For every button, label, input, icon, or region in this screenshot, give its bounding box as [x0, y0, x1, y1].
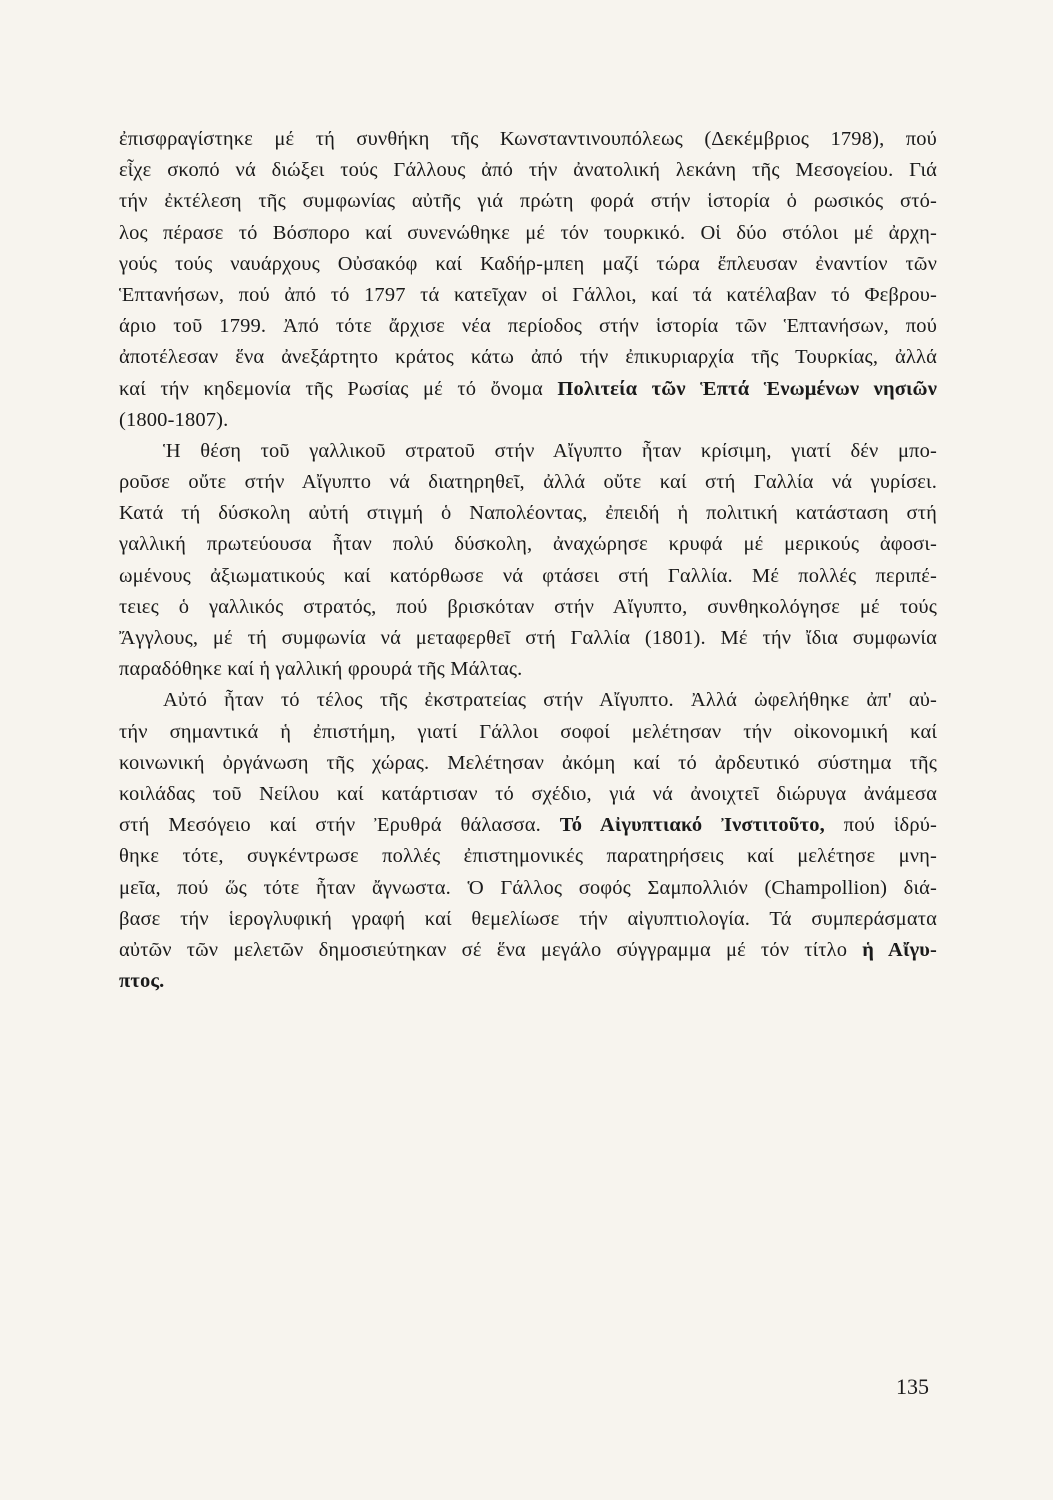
- text-line: [119, 654, 937, 685]
- text-line: [119, 342, 937, 373]
- text-segment: θηκε τότε, συγκέντρωσε πολλές ἐπιστημονικές παρατηρήσεις καί μελέτησε μνη-: [119, 845, 937, 868]
- text-segment: τήν ἐκτέλεση τῆς συμφωνίας αὐτῆς γιά πρώτη φορά στήν ἱστορία ὁ ρωσικός στό-: [119, 190, 937, 213]
- text-line: [119, 249, 937, 280]
- text-line: [119, 748, 937, 779]
- text-segment: άριο τοῦ 1799. Ἀπό τότε ἄρχισε νέα περίοδος στήν ἱστορία τῶν Ἑπτανήσων, πού: [119, 315, 937, 338]
- text-segment: κοινωνική ὀργάνωση τῆς χώρας. Μελέτησαν ἀκόμη καί τό ἀρδευτικό σύστημα τῆς: [119, 751, 937, 774]
- text-segment: ἀποτέλεσαν ἕνα ἀνεξάρτητο κράτος κάτω ἀπό τήν ἐπικυριαρχία τῆς Τουρκίας, ἀλλά: [119, 346, 937, 369]
- text-line: [119, 218, 937, 249]
- text-line: [119, 405, 937, 436]
- text-segment: καί τήν κηδεμονία τῆς Ρωσίας μέ τό ὄνομα: [119, 377, 558, 400]
- text-line: [119, 779, 937, 810]
- text-segment: μεῖα, πού ὥς τότε ἦταν ἄγνωστα. Ὁ Γάλλος σοφός Σαμπολλιόν (Champollion) διά-: [119, 876, 937, 899]
- text-line: [119, 186, 937, 217]
- text-segment: στή Μεσόγειο καί στήν Ἐρυθρά θάλασσα.: [119, 814, 560, 837]
- text-segment: ωμένους ἀξιωματικούς καί κατόρθωσε νά φτάσει στή Γαλλία. Μέ πολλές περιπέ-: [119, 564, 937, 587]
- text-segment: ἐπισφραγίστηκε μέ τή συνθήκη τῆς Κωνσταντινουπόλεως (Δεκέμβριος 1798), πού: [119, 128, 937, 150]
- text-line: [119, 966, 937, 997]
- text-line: [119, 873, 937, 904]
- text-line: [119, 561, 937, 592]
- text-segment: αὐτῶν τῶν μελετῶν δημοσιεύτηκαν σέ ἕνα μεγάλο σύγγραμμα μέ τόν τίτλο: [119, 938, 863, 961]
- text-segment: κοιλάδας τοῦ Νείλου καί κατάρτισαν τό σχέδιο, γιά νά ἀνοιχτεῖ διώρυγα ἀνάμεσα: [119, 782, 937, 805]
- bold-text-segment: Τό Αἰγυπτιακό Ἰνστιτοῦτο,: [559, 814, 825, 837]
- text-line: [119, 935, 937, 966]
- bold-text-segment: Πολιτεία τῶν Ἑπτά Ἑνωμένων νησιῶν: [557, 377, 937, 400]
- text-segment: (1800-1807).: [119, 408, 229, 431]
- page-number: 135: [896, 1374, 929, 1399]
- text-line: [119, 529, 937, 560]
- text-line: [119, 717, 937, 748]
- text-segment: Ἄγγλους, μέ τή συμφωνία νά μεταφερθεῖ στή Γαλλία (1801). Μέ τήν ἴδια συμφωνία: [119, 627, 937, 649]
- text-segment: εἶχε σκοπό νά διώξει τούς Γάλλους ἀπό τήν ἀνατολική λεκάνη τῆς Μεσογείου. Γιά: [119, 159, 937, 182]
- bold-text-segment: πτος.: [119, 970, 165, 993]
- text-segment: Ἡ θέση τοῦ γαλλικοῦ στρατοῦ στήν Αἴγυπτο ἦταν κρίσιμη, γιατί δέν μπο-: [163, 439, 937, 462]
- text-segment: γαλλική πρωτεύουσα ἦταν πολύ δύσκολη, ἀναχώρησε κρυφά μέ μερικούς ἀφοσι-: [119, 533, 937, 556]
- text-segment: Ἑπτανήσων, πού ἀπό τό 1797 τά κατεῖχαν οἱ Γάλλοι, καί τά κατέλαβαν τό Φεβρου-: [119, 283, 937, 306]
- text-line: [119, 592, 937, 623]
- text-line: [119, 155, 937, 186]
- text-segment: παραδόθηκε καί ἡ γαλλική φρουρά τῆς Μάλτας.: [119, 658, 523, 681]
- text-segment: γούς τούς ναυάρχους Οὐσακόφ καί Καδήρ-μπεη μαζί τώρα ἔπλευσαν ἐναντίον τῶν: [119, 252, 937, 275]
- text-segment: βασε τήν ἱερογλυφική γραφή καί θεμελίωσε τήν αἰγυπτιολογία. Τά συμπεράσματα: [119, 907, 937, 930]
- text-line: [119, 280, 937, 311]
- text-line: [119, 311, 937, 342]
- text-line: [119, 904, 937, 935]
- text-segment: Κατά τή δύσκολη αὐτή στιγμή ὁ Ναπολέοντας, ἐπειδή ἡ πολιτική κατάσταση στή: [119, 502, 937, 525]
- text-segment: πού ἱδρύ-: [824, 814, 937, 837]
- text-line: [119, 436, 937, 467]
- text-line: [119, 685, 937, 716]
- text-line: [119, 124, 937, 155]
- text-segment: τειες ὁ γαλλικός στρατός, πού βρισκόταν στήν Αἴγυπτο, συνθηκολόγησε μέ τούς: [119, 595, 937, 618]
- text-line: [119, 810, 937, 841]
- text-line: [119, 623, 937, 654]
- show-through-texture: [150, 960, 940, 1290]
- text-segment: λος πέρασε τό Βόσπορο καί συνενώθηκε μέ τόν τουρκικό. Οἱ δύο στόλοι μέ ἀρχη-: [119, 221, 937, 244]
- text-segment: Αὐτό ἦταν τό τέλος τῆς ἐκστρατείας στήν Αἴγυπτο. Ἀλλά ὠφελήθηκε ἀπ' αὐ-: [163, 689, 937, 712]
- bold-text-segment: ἡ Αἴγυ-: [862, 938, 937, 961]
- text-line: [119, 467, 937, 498]
- text-line: [119, 374, 937, 405]
- body-text: [119, 124, 937, 997]
- text-segment: τήν σημαντικά ἡ ἐπιστήμη, γιατί Γάλλοι σοφοί μελέτησαν τήν οἰκονομική καί: [119, 720, 937, 743]
- text-segment: ροῦσε οὔτε στήν Αἴγυπτο νά διατηρηθεῖ, ἀλλά οὔτε καί στή Γαλλία νά γυρίσει.: [119, 471, 937, 494]
- text-line: [119, 841, 937, 872]
- text-line: [119, 498, 937, 529]
